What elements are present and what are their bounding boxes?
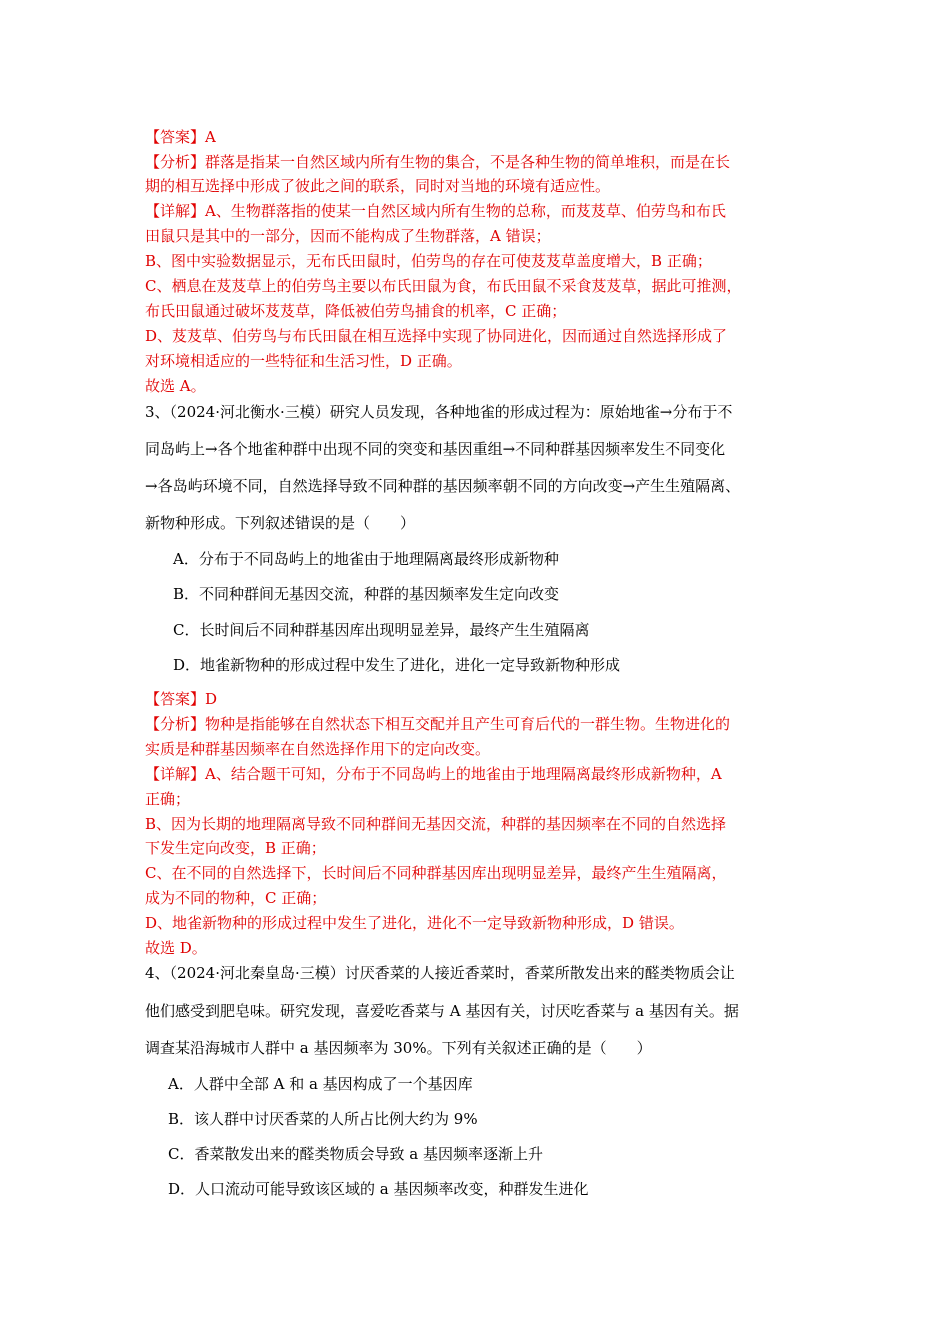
question-stem: 调查某沿海城市人群中 a 基因频率为 30%。下列有关叙述正确的是（ ） bbox=[145, 1039, 652, 1057]
option-d: D．地雀新物种的形成过程中发生了进化，进化一定导致新物种形成 bbox=[173, 656, 621, 674]
detail-line: 对环境相适应的一些特征和生活习性，D 正确。 bbox=[145, 352, 462, 370]
answer-line: 【答案】A bbox=[145, 128, 216, 146]
detail-line: B、因为长期的地理隔离导致不同种群间无基因交流，种群的基因频率在不同的自然选择 bbox=[145, 815, 727, 833]
option-c: C．香菜散发出来的醛类物质会导致 a 基因频率逐渐上升 bbox=[168, 1145, 543, 1163]
question-stem: 同岛屿上→各个地雀种群中出现不同的突变和基因重组→不同种群基因频率发生不同变化 bbox=[145, 440, 726, 458]
answer-line: 【答案】D bbox=[145, 690, 218, 708]
detail-line: B、图中实验数据显示，无布氏田鼠时，伯劳鸟的存在可使芨芨草盖度增大，B 正确； bbox=[145, 252, 712, 270]
detail-line: 【详解】A、生物群落指的使某一自然区域内所有生物的总称，而芨芨草、伯劳鸟和布氏 bbox=[145, 202, 726, 220]
detail-line: 正确； bbox=[145, 790, 191, 808]
detail-line: 【详解】A、结合题干可知，分布于不同岛屿上的地雀由于地理隔离最终形成新物种，A bbox=[145, 765, 722, 783]
choose-line: 故选 D。 bbox=[145, 939, 207, 957]
question-stem: 新物种形成。下列叙述错误的是（ ） bbox=[145, 514, 416, 532]
question-stem: 他们感受到肥皂味。研究发现，喜爱吃香菜与 A 基因有关，讨厌吃香菜与 a 基因有关。据 bbox=[145, 1002, 739, 1020]
detail-line: C、栖息在芨芨草上的伯劳鸟主要以布氏田鼠为食，布氏田鼠不采食芨芨草，据此可推测， bbox=[145, 277, 742, 295]
detail-line: D、芨芨草、伯劳鸟与布氏田鼠在相互选择中实现了协同进化，因而通过自然选择形成了 bbox=[145, 327, 728, 345]
detail-line: 成为不同的物种，C 正确； bbox=[145, 889, 327, 907]
question-stem: →各岛屿环境不同，自然选择导致不同种群的基因频率朝不同的方向改变→产生生殖隔离、 bbox=[145, 477, 741, 495]
option-a: A．人群中全部 A 和 a 基因构成了一个基因库 bbox=[168, 1075, 473, 1093]
question-stem: 3、（2024·河北衡水·三模）研究人员发现，各种地雀的形成过程为：原始地雀→分布于不 bbox=[145, 403, 733, 421]
option-a: A．分布于不同岛屿上的地雀由于地理隔离最终形成新物种 bbox=[173, 550, 559, 568]
analysis-line: 期的相互选择中形成了彼此之间的联系，同时对当地的环境有适应性。 bbox=[145, 177, 611, 195]
detail-line: C、在不同的自然选择下，长时间后不同种群基因库出现明显差异，最终产生生殖隔离， bbox=[145, 864, 727, 882]
option-b: B．该人群中讨厌香菜的人所占比例大约为 9% bbox=[168, 1110, 478, 1128]
analysis-line: 【分析】群落是指某一自然区域内所有生物的集合，不是各种生物的简单堆积，而是在长 bbox=[145, 153, 731, 171]
question-stem: 4、（2024·河北秦皇岛·三模）讨厌香菜的人接近香菜时，香菜所散发出来的醛类物质会让 bbox=[145, 964, 735, 982]
analysis-line: 【分析】物种是指能够在自然状态下相互交配并且产生可育后代的一群生物。生物进化的 bbox=[145, 715, 731, 733]
detail-line: 布氏田鼠通过破坏芨芨草，降低被伯劳鸟捕食的机率，C 正确； bbox=[145, 302, 567, 320]
choose-line: 故选 A。 bbox=[145, 377, 206, 395]
detail-line: D、地雀新物种的形成过程中发生了进化，进化不一定导致新物种形成，D 错误。 bbox=[145, 914, 684, 932]
analysis-line: 实质是种群基因频率在自然选择作用下的定向改变。 bbox=[145, 740, 491, 758]
detail-line: 下发生定向改变，B 正确； bbox=[145, 839, 326, 857]
detail-line: 田鼠只是其中的一部分，因而不能构成了生物群落，A 错误； bbox=[145, 227, 551, 245]
option-b: B．不同种群间无基因交流，种群的基因频率发生定向改变 bbox=[173, 585, 560, 603]
option-c: C．长时间后不同种群基因库出现明显差异，最终产生生殖隔离 bbox=[173, 621, 590, 639]
option-d: D．人口流动可能导致该区域的 a 基因频率改变，种群发生进化 bbox=[168, 1180, 589, 1198]
